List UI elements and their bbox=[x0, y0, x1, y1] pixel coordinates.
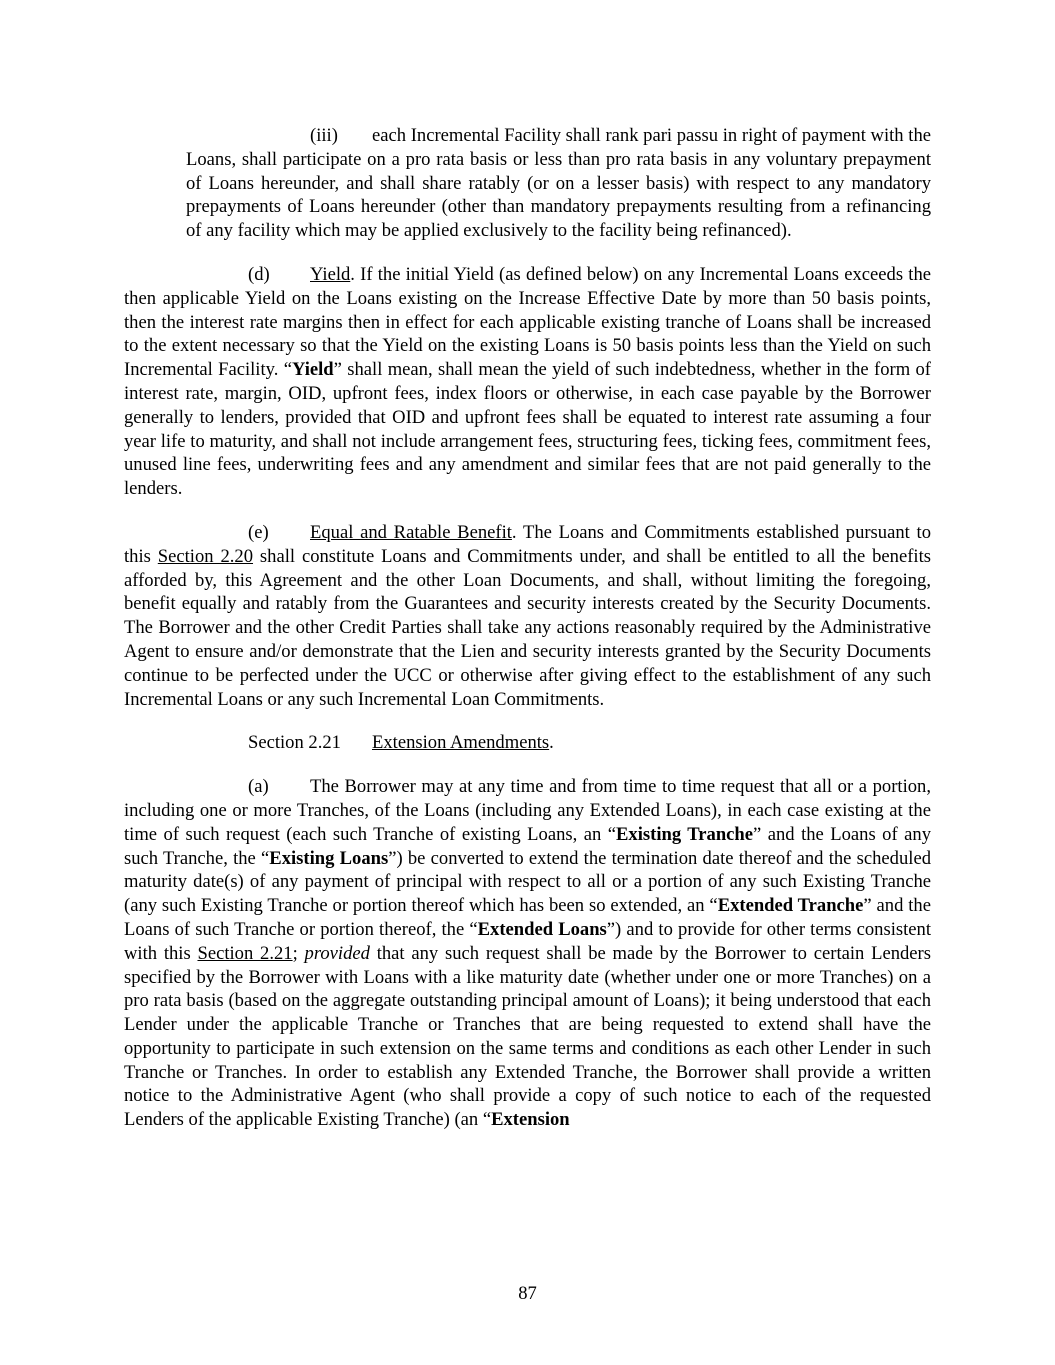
paragraph-number: (iii) bbox=[310, 125, 338, 146]
paragraph-number: (a) bbox=[248, 776, 269, 798]
section-title: Extension Amendments bbox=[372, 732, 550, 754]
paragraph-text: ”) and to provide for other terms consistent with this bbox=[124, 918, 932, 964]
defined-term: Yield bbox=[291, 359, 334, 381]
paragraph-text: . If the initial Yield (as defined below) on any Incremental Loans exceeds the then applicable Yield on the Loans existing on the Increase Effective Date by more than 50 basis points, then the interest rate margins then in effect for each applicable existing tranche of Loans shall be increased to the extent necessary so that the Yield on the existing Loans is 50 basis points less than the Yield on such Incremental Facility. “ bbox=[124, 263, 931, 381]
paragraph-text: ; bbox=[292, 942, 305, 964]
defined-term: Extended Tranche bbox=[717, 895, 864, 917]
page-number: 87 bbox=[518, 1283, 537, 1304]
paragraph-title: Yield bbox=[310, 263, 351, 285]
paragraph-title: Equal and Ratable Benefit bbox=[310, 521, 512, 543]
document-page bbox=[124, 124, 931, 1132]
paragraph-a bbox=[124, 775, 931, 1132]
paragraph-text: each Incremental Facility shall rank pari passu in right of payment with the Loans, shall participate on a pro rata basis or less than pro rata basis in any voluntary prepayment of Loans hereunder, and shall share ratably (or on a lesser basis) with respect to any mandatory prepayments of Loans hereunder (other than mandatory prepayments resulting from a refinancing of any facility which may be applied exclusively to the facility being refinanced). bbox=[186, 125, 931, 242]
paragraph-number: (d) bbox=[248, 263, 270, 285]
section-number: Section 2.21 bbox=[248, 732, 341, 754]
paragraph-text: ” shall mean, shall mean the yield of such indebtedness, whether in the form of interest rate, margin, OID, upfront fees, index floors or otherwise, in each case payable by the Borrower generally to lenders, provided that OID and upfront fees shall be equated to interest rate assuming a four year life to maturity, and shall not include arrangement fees, structuring fees, ticking fees, commitment fees, unused line fees, underwriting fees and any amendment and similar fees that are not paid generally to the lenders. bbox=[124, 359, 931, 500]
paragraph-text: ”) be converted to extend the termination date thereof and the scheduled maturity date(s) of any payment of principal with respect to all or a portion of any such Existing Tranche (any such Existing Tranche or portion thereof which has been so extended, an “ bbox=[124, 847, 931, 917]
defined-term: Extension bbox=[491, 1109, 570, 1131]
defined-term: Existing Tranche bbox=[616, 823, 754, 845]
paragraph-text: The Borrower may at any time and from time to time request that all or a portion, including one or more Tranches, of the Loans (including any Extended Loans), in each case existing at the time of such request (each such Tranche of existing Loans, an “ bbox=[124, 776, 931, 845]
section-reference: Section 2.20 bbox=[157, 545, 254, 567]
defined-term: Existing Loans bbox=[269, 847, 389, 869]
paragraph-text: that any such request shall be made by the Borrower to certain Lenders specified by the Borrower with Loans with a like maturity date (whether under one or more Tranches) on a pro rata basis (based on the aggregate outstanding principal amount of Loans); it being understood that each Lender under the applicable Tranche or Tranches that are being requested to extend shall have the opportunity to participate in such extension on the same terms and conditions as each other Lender in such Tranche or Tranches. In order to establish any Extended Tranche, the Borrower shall provide a written notice to the Administrative Agent (who shall provide a copy of such notice to each of the requested Lenders of the applicable Existing Tranche) (an “ bbox=[124, 942, 931, 1131]
paragraph-text: ” and the Loans of any such Tranche, the “ bbox=[124, 823, 931, 869]
paragraph-d bbox=[124, 263, 931, 501]
paragraph-text: . The Loans and Commitments established pursuant to this bbox=[124, 521, 931, 567]
paragraph-number: (e) bbox=[248, 521, 269, 543]
paragraph-e bbox=[124, 521, 931, 711]
defined-term: Extended Loans bbox=[477, 918, 607, 940]
section-reference: Section 2.21 bbox=[197, 942, 293, 964]
italic-term: provided bbox=[304, 942, 370, 964]
paragraph-text: ” and the Loans of such Tranche or portion thereof, the “ bbox=[124, 895, 931, 940]
section-title-period: . bbox=[549, 732, 554, 754]
section-heading bbox=[124, 731, 931, 755]
paragraph-text: shall constitute Loans and Commitments under, and shall be entitled to all the benefits afforded by, this Agreement and the other Loan Documents, and shall, without limiting the foregoing, benefit equally and ratably from the Guarantees and security interests created by the Security Documents. The Borrower and the other Credit Parties shall take any actions reasonably required by the Administrative Agent to ensure and/or demonstrate that the Lien and security interests granted by the Security Documents continue to be perfected under the UCC or otherwise after giving effect to the establishment of any such Incremental Loans or any such Incremental Loan Commitments. bbox=[124, 545, 931, 710]
paragraph-iii bbox=[186, 124, 931, 243]
